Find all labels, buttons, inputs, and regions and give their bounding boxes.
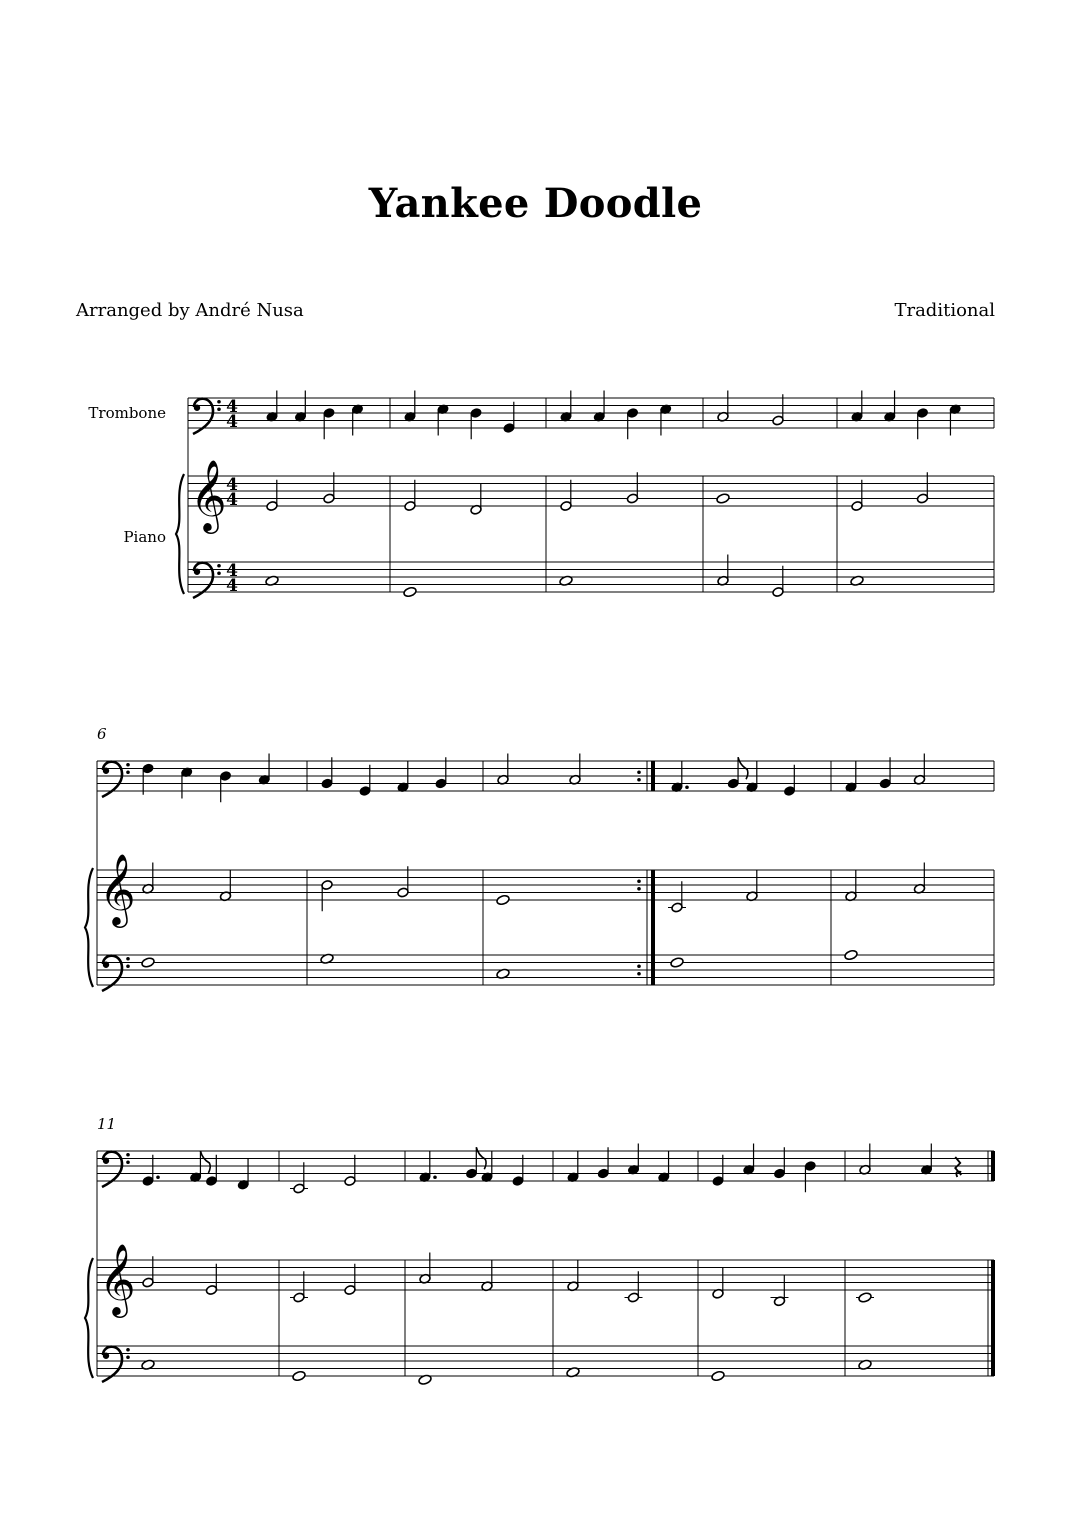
augmentation-dot [685, 785, 689, 789]
time-signature-denominator: 4 [226, 490, 238, 510]
repeat-dot [637, 879, 641, 883]
treble-clef-icon [190, 458, 227, 534]
measure-number: 6 [97, 725, 107, 743]
bass-clef-dot [126, 770, 130, 774]
piano-brace-icon [176, 474, 184, 594]
bass-clef-curve [102, 956, 122, 991]
bass-clef-dot [126, 964, 130, 968]
bass-clef-curve [102, 1152, 122, 1187]
bass-clef-dot [126, 1160, 130, 1164]
composer-credit: Traditional [894, 300, 995, 321]
bass-clef-dot [217, 400, 221, 404]
bass-clef-icon [102, 1347, 130, 1382]
bass-clef-curve [193, 399, 213, 434]
whole-note [292, 1370, 306, 1382]
bass-clef-dot [126, 763, 130, 767]
whole-note [711, 1370, 725, 1382]
whole-note [403, 586, 417, 598]
bass-clef-icon [193, 399, 221, 434]
whole-note [670, 957, 684, 969]
whole-note [141, 957, 155, 969]
time-signature-denominator: 4 [226, 412, 238, 432]
repeat-dot [637, 770, 641, 774]
treble-clef-icon [99, 1242, 136, 1318]
time-signature-denominator: 4 [226, 576, 238, 596]
bass-clef-curve [102, 1347, 122, 1382]
bass-clef-head [103, 1158, 109, 1164]
time-signature-numerator: 4 [226, 397, 238, 417]
piano-brace-icon [85, 1258, 93, 1378]
bass-clef-icon [102, 956, 130, 991]
bass-clef-icon [102, 762, 130, 797]
time-signature-numerator: 4 [226, 475, 238, 495]
bass-clef-head [103, 962, 109, 968]
bass-clef-head [194, 405, 200, 411]
time-signature-numerator: 4 [226, 561, 238, 581]
bass-clef-dot [217, 407, 221, 411]
bass-clef-curve [102, 762, 122, 797]
bass-clef-dot [217, 571, 221, 575]
bass-clef-icon [193, 563, 221, 598]
bass-clef-dot [126, 1355, 130, 1359]
repeat-dot [637, 778, 641, 782]
whole-note [716, 493, 730, 505]
measure-number: 11 [97, 1115, 117, 1133]
bass-clef-head [194, 569, 200, 575]
piano-label: Piano [123, 528, 166, 546]
arranger-credit: Arranged by André Nusa [76, 300, 304, 321]
piece-title: Yankee Doodle [368, 180, 703, 227]
bass-clef-dot [126, 1348, 130, 1352]
whole-note [496, 894, 510, 906]
bass-clef-icon [102, 1152, 130, 1187]
piano-brace-icon [85, 868, 93, 987]
bass-clef-head [103, 1353, 109, 1359]
treble-clef-glyph: 𝄞 [190, 458, 227, 531]
whole-note [844, 949, 858, 961]
bass-clef-head [103, 768, 109, 774]
eighth-flag [200, 1151, 210, 1173]
bass-clef-dot [217, 564, 221, 568]
treble-clef-icon [99, 852, 136, 928]
repeat-dot [637, 887, 641, 891]
treble-clef-glyph: 𝄞 [99, 1242, 136, 1315]
repeat-dot [637, 964, 641, 968]
bass-clef-dot [126, 1153, 130, 1157]
repeat-dot [637, 972, 641, 976]
bass-clef-curve [193, 563, 213, 598]
augmentation-dot [433, 1175, 437, 1179]
bass-clef-dot [126, 957, 130, 961]
treble-clef-glyph: 𝄞 [99, 852, 136, 925]
trombone-label: Trombone [88, 404, 166, 422]
augmentation-dot [156, 1175, 160, 1179]
whole-note [858, 1292, 872, 1304]
